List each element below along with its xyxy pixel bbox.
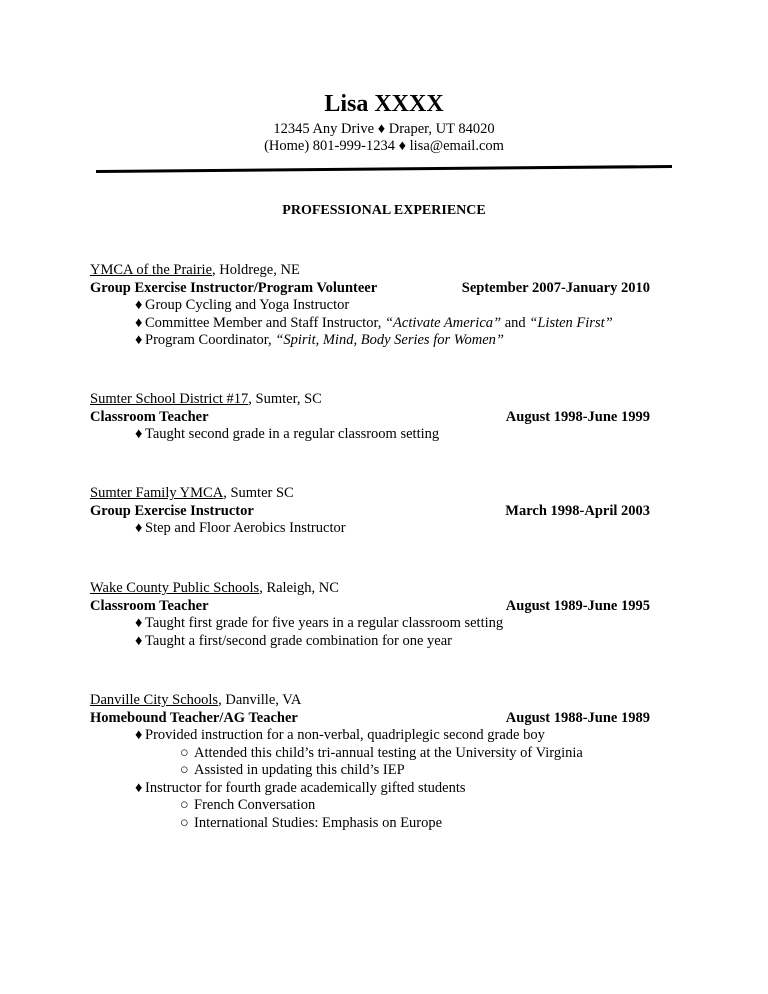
- resume-name: Lisa XXXX: [324, 91, 444, 117]
- employer-line: [90, 391, 650, 409]
- diamond-bullet-icon: ♦: [135, 426, 143, 442]
- diamond-bullet-icon: ♦: [135, 779, 143, 796]
- employer-line: [90, 692, 650, 710]
- employer-name: Sumter School District #17: [90, 391, 249, 407]
- list-item: ♦ Committee Member and Staff Instructor, “Activate America” and “Listen First”: [135, 314, 613, 331]
- circle-bullet-icon: ○: [180, 762, 189, 778]
- list-item: ♦ Taught second grade in a regular classroom setting: [135, 426, 440, 442]
- diamond-bullet-icon: ♦: [135, 520, 143, 536]
- job-title-row: [90, 710, 650, 728]
- sub-list-item: ○ French Conversation: [180, 797, 316, 813]
- employer-location: , Sumter SC: [223, 485, 294, 501]
- list-item: ♦ Provided instruction for a non-verbal, quadriplegic second grade boy: [135, 727, 545, 743]
- job-title: Classroom Teacher: [90, 597, 209, 614]
- job-entry: [90, 485, 650, 538]
- employer-line: [90, 580, 650, 598]
- contact-line: (Home) 801-999-1234 ♦ lisa@email.com: [264, 138, 504, 154]
- employer-line: [90, 262, 650, 280]
- sub-list-item: ○ Attended this child’s tri-annual testing at the University of Virginia: [180, 744, 583, 761]
- employer-name: Sumter Family YMCA: [90, 485, 224, 501]
- job-entry: [90, 692, 650, 832]
- circle-bullet-icon: ○: [180, 744, 189, 761]
- employer-location: , Sumter, SC: [248, 391, 322, 407]
- diamond-bullet-icon: ♦: [135, 632, 143, 649]
- diamond-bullet-icon: ♦: [135, 615, 143, 631]
- job-title: Homebound Teacher/AG Teacher: [90, 709, 298, 726]
- job-title: Group Exercise Instructor/Program Volunteer: [90, 279, 378, 296]
- list-item: ♦ Group Cycling and Yoga Instructor: [135, 297, 350, 313]
- job-title-row: [90, 598, 650, 616]
- job-title-row: [90, 503, 650, 521]
- list-item: ♦ Taught first grade for five years in a regular classroom setting: [135, 615, 504, 631]
- address-line: 12345 Any Drive ♦ Draper, UT 84020: [273, 121, 495, 137]
- employer-location: , Holdrege, NE: [212, 262, 300, 278]
- circle-bullet-icon: ○: [180, 797, 189, 813]
- job-dates: August 1998-June 1999: [505, 408, 650, 425]
- job-title-row: [90, 409, 650, 427]
- list-item: ♦ Instructor for fourth grade academically gifted students: [135, 779, 466, 796]
- employer-name: Wake County Public Schools: [90, 580, 260, 596]
- diamond-bullet-icon: ♦: [135, 314, 143, 331]
- diamond-bullet-icon: ♦: [135, 727, 143, 743]
- circle-bullet-icon: ○: [180, 814, 189, 831]
- list-item: ♦ Step and Floor Aerobics Instructor: [135, 520, 346, 536]
- employer-name: YMCA of the Prairie: [90, 262, 213, 278]
- diamond-bullet-icon: ♦: [135, 332, 143, 348]
- diamond-bullet-icon: ♦: [135, 297, 143, 313]
- job-entry: [90, 262, 650, 350]
- employer-location: , Raleigh, NC: [259, 580, 339, 596]
- employer-location: , Danville, VA: [218, 692, 302, 708]
- employer-line: [90, 485, 650, 503]
- job-dates: August 1988-June 1989: [505, 709, 650, 726]
- job-title-row: [90, 280, 650, 298]
- job-title: Classroom Teacher: [90, 408, 209, 425]
- sub-list-item: ○ Assisted in updating this child’s IEP: [180, 762, 405, 778]
- list-item: ♦ Program Coordinator, “Spirit, Mind, Body Series for Women”: [135, 332, 504, 348]
- job-title: Group Exercise Instructor: [90, 502, 254, 519]
- job-dates: March 1998-April 2003: [505, 502, 650, 519]
- sub-list-item: ○ International Studies: Emphasis on Europe: [180, 814, 443, 831]
- header-divider: [96, 164, 672, 174]
- employer-name: Danville City Schools: [90, 692, 219, 708]
- list-item: ♦ Taught a first/second grade combination for one year: [135, 632, 452, 649]
- section-title: PROFESSIONAL EXPERIENCE: [282, 203, 486, 218]
- job-dates: August 1989-June 1995: [505, 597, 650, 614]
- job-entry: [90, 391, 650, 444]
- job-dates: September 2007-January 2010: [461, 279, 650, 296]
- job-entry: [90, 580, 650, 650]
